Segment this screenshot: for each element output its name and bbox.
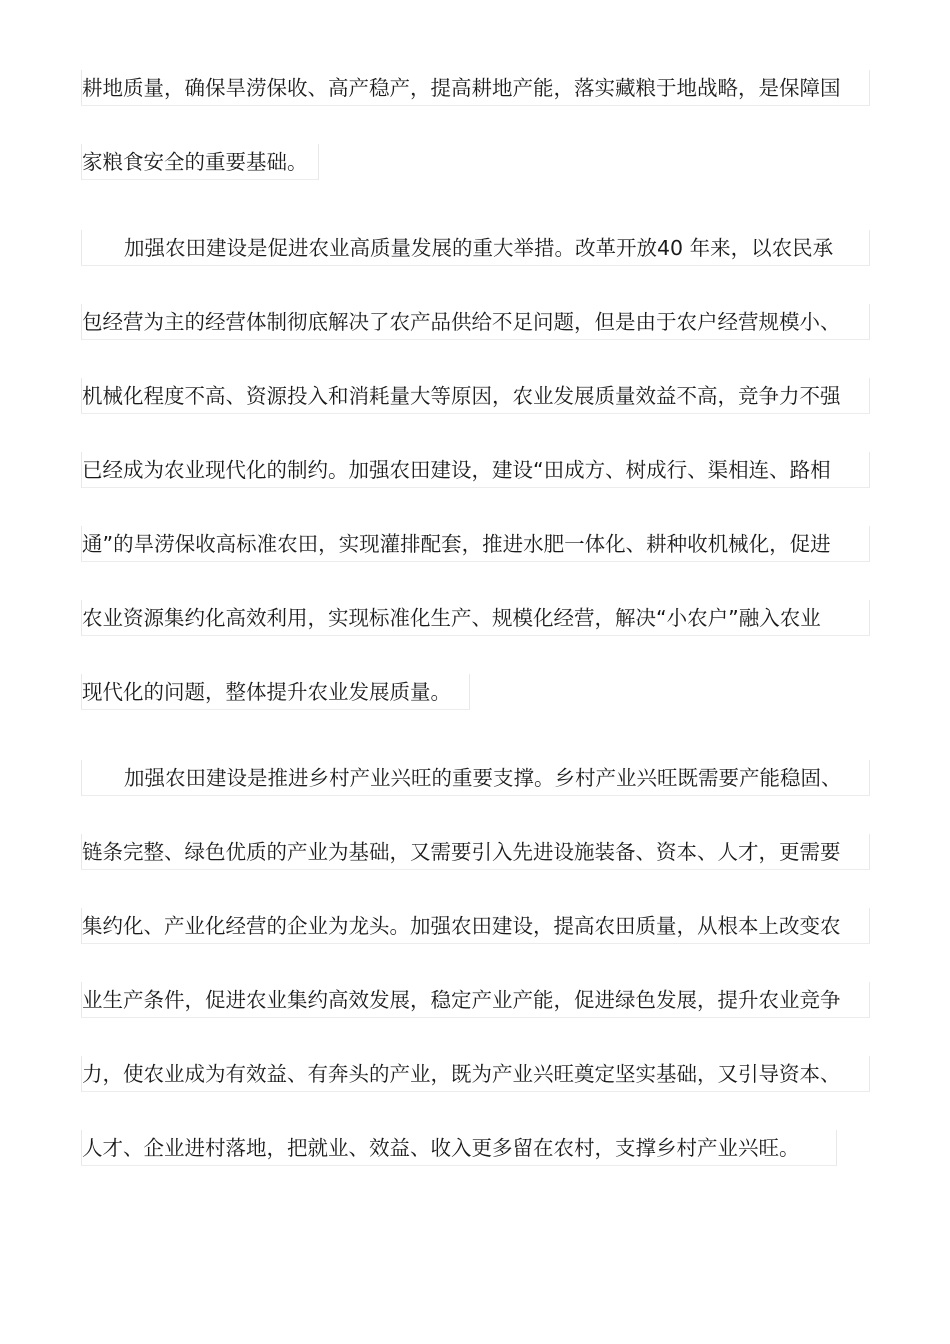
text-line: 机械化程度不高、资源投入和消耗量大等原因，农业发展质量效益不高，竞争力不强 — [81, 378, 870, 414]
text-line: 集约化、产业化经营的企业为龙头。加强农田建设，提高农田质量，从根本上改变农 — [81, 908, 870, 944]
text-line: 通”的旱涝保收高标准农田，实现灌排配套，推进水肥一体化、耕种收机械化，促进 — [81, 526, 870, 562]
text-line: 家粮食安全的重要基础。 — [81, 144, 319, 180]
text-line: 已经成为农业现代化的制约。加强农田建设，建设“田成方、树成行、渠相连、路相 — [81, 452, 870, 488]
text-line: 现代化的问题，整体提升农业发展质量。 — [81, 674, 470, 710]
text-line: 链条完整、绿色优质的产业为基础，又需要引入先进设施装备、资本、人才，更需要 — [81, 834, 870, 870]
text-line: 业生产条件，促进农业集约高效发展，稳定产业产能，促进绿色发展，提升农业竞争 — [81, 982, 870, 1018]
text-line: 耕地质量，确保旱涝保收、高产稳产，提高耕地产能，落实藏粮于地战略，是保障国 — [81, 70, 870, 106]
text-line: 人才、企业进村落地，把就业、效益、收入更多留在农村，支撑乡村产业兴旺。 — [81, 1130, 837, 1166]
text-line: 包经营为主的经营体制彻底解决了农产品供给不足问题，但是由于农户经营规模小、 — [81, 304, 870, 340]
text-line: 加强农田建设是促进农业高质量发展的重大举措。改革开放40 年来，以农民承 — [81, 230, 870, 266]
text-line: 力，使农业成为有效益、有奔头的产业，既为产业兴旺奠定坚实基础，又引导资本、 — [81, 1056, 870, 1092]
text-line: 农业资源集约化高效利用，实现标准化生产、规模化经营，解决“小农户”融入农业 — [81, 600, 870, 636]
text-line: 加强农田建设是推进乡村产业兴旺的重要支撑。乡村产业兴旺既需要产能稳固、 — [81, 760, 870, 796]
